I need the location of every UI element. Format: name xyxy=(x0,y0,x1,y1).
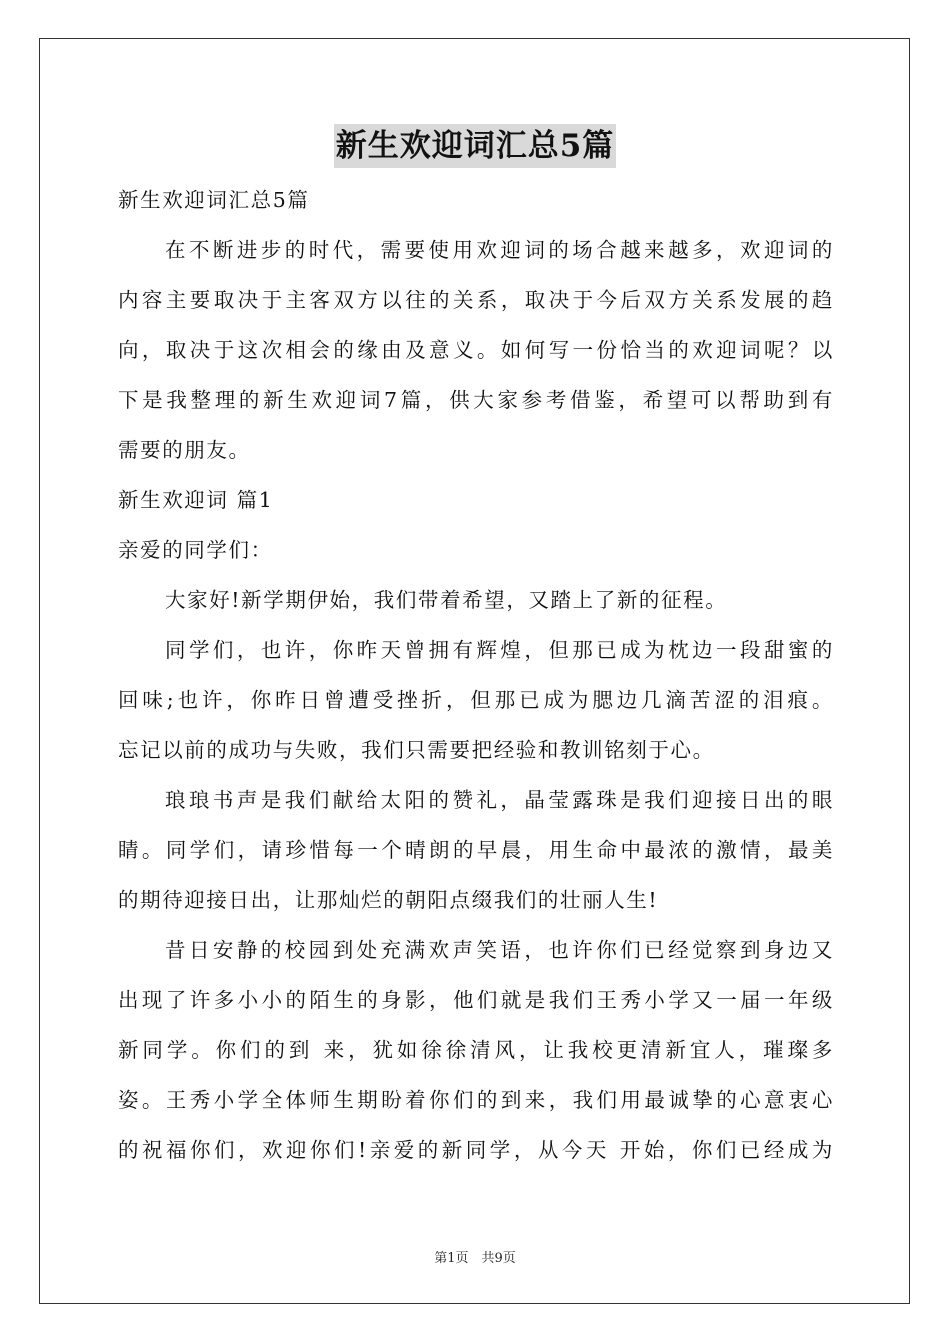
paragraph-line: 昔日安静的校园到处充满欢声笑语，也许你们已经觉察到身边又 xyxy=(165,938,834,962)
paragraph-line: 大家好!新学期伊始，我们带着希望，又踏上了新的征程。 xyxy=(165,588,728,612)
paragraph-line: 忘记以前的成功与失败，我们只需要把经验和教训铭刻于心。 xyxy=(118,738,715,762)
paragraph-line: 在不断进步的时代，需要使用欢迎词的场合越来越多，欢迎词的 xyxy=(165,238,834,262)
paragraph-line: 睛。同学们，请珍惜每一个晴朗的早晨，用生命中最浓的激情，最美 xyxy=(118,838,834,862)
paragraph-line: 内容主要取决于主客双方以往的关系，取决于今后双方关系发展的趋 xyxy=(118,288,834,312)
paragraph-line: 新同学。你们的到 来，犹如徐徐清风，让我校更清新宜人，璀璨多 xyxy=(118,1038,834,1062)
paragraph-line: 回味;也许，你昨日曾遭受挫折，但那已成为腮边几滴苦涩的泪痕。 xyxy=(118,688,834,712)
salutation-line: 亲爱的同学们： xyxy=(118,538,273,562)
subtitle-line: 新生欢迎词汇总5篇 xyxy=(118,188,310,212)
paragraph-line: 下是我整理的新生欢迎词7篇，供大家参考借鉴，希望可以帮助到有 xyxy=(118,388,834,412)
title-container xyxy=(0,124,950,168)
paragraph-line: 姿。王秀小学全体师生期盼着你们的到来，我们用最诚挚的心意衷心 xyxy=(118,1088,834,1112)
page-footer: 第1页 共9页 xyxy=(434,1251,516,1266)
paragraph-line: 需要的朋友。 xyxy=(118,438,251,462)
paragraph-line: 琅琅书声是我们献给太阳的赞礼，晶莹露珠是我们迎接日出的眼 xyxy=(165,788,834,812)
paragraph-line: 出现了许多小小的陌生的身影，他们就是我们王秀小学又一届一年级 xyxy=(118,988,834,1012)
document-title: 新生欢迎词汇总5篇 xyxy=(334,124,617,168)
paragraph-line: 的祝福你们，欢迎你们!亲爱的新同学，从今天 开始，你们已经成为 xyxy=(118,1138,834,1162)
paragraph-line: 的期待迎接日出，让那灿烂的朝阳点缀我们的壮丽人生! xyxy=(118,888,659,912)
section-heading: 新生欢迎词 篇1 xyxy=(118,488,274,512)
paragraph-line: 向，取决于这次相会的缘由及意义。如何写一份恰当的欢迎词呢？以 xyxy=(118,338,834,362)
paragraph-line: 同学们，也许，你昨天曾拥有辉煌，但那已成为枕边一段甜蜜的 xyxy=(165,638,834,662)
document-body xyxy=(118,183,834,1183)
